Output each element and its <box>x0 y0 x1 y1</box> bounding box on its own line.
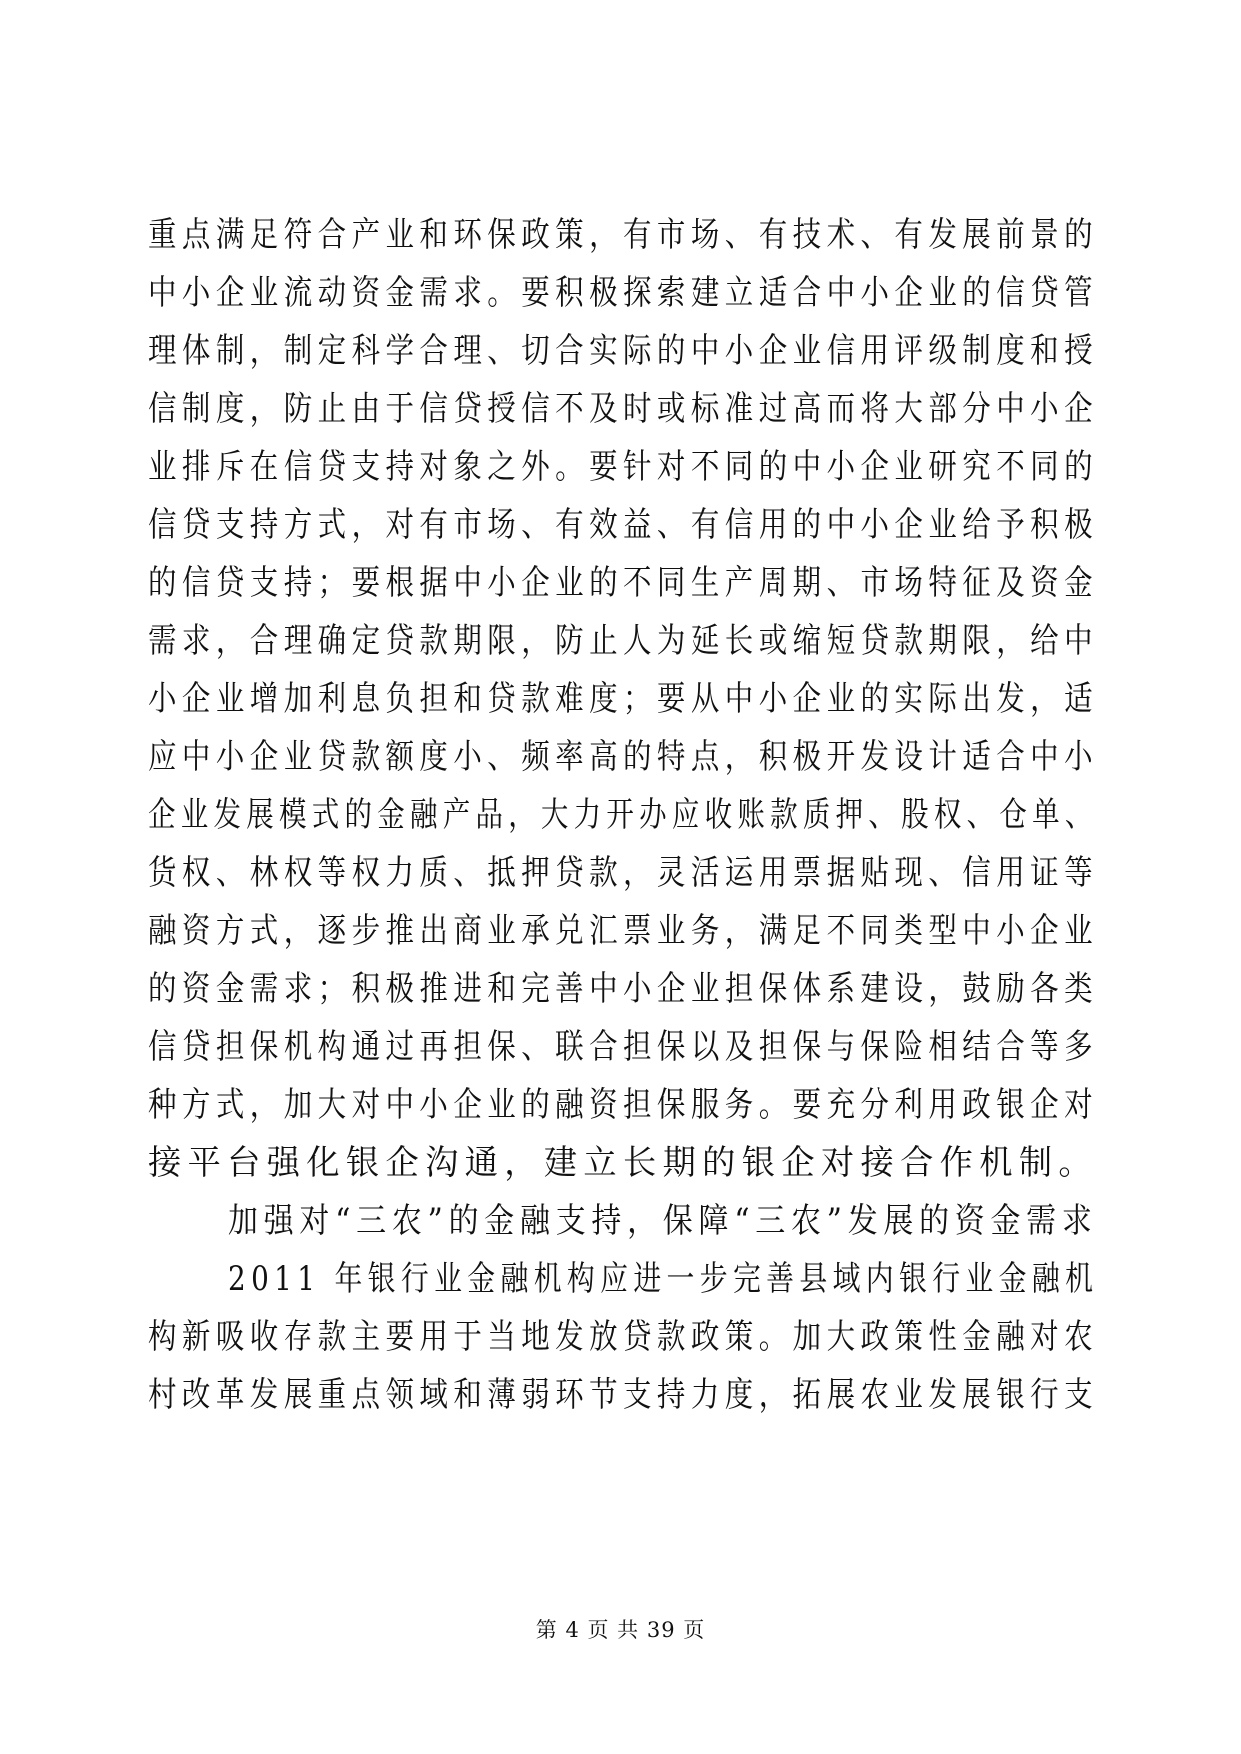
body-line: 信贷支持方式，对有市场、有效益、有信用的中小企业给予积极 <box>148 505 1098 545</box>
body-line: 的资金需求；积极推进和完善中小企业担保体系建设，鼓励各类 <box>148 969 1098 1009</box>
body-line: 应中小企业贷款额度小、频率高的特点，积极开发设计适合中小 <box>148 737 1098 777</box>
body-line: 村改革发展重点领域和薄弱环节支持力度，拓展农业发展银行支 <box>148 1375 1098 1415</box>
body-line: 企业发展模式的金融产品，大力开办应收账款质押、股权、仓单、 <box>148 795 1098 835</box>
body-line: 重点满足符合产业和环保政策，有市场、有技术、有发展前景的 <box>148 215 1098 255</box>
body-line: 小企业增加利息负担和贷款难度；要从中小企业的实际出发，适 <box>148 679 1098 719</box>
body-line: 货权、林权等权力质、抵押贷款，灵活运用票据贴现、信用证等 <box>148 853 1098 893</box>
body-line: 接平台强化银企沟通，建立长期的银企对接合作机制。 <box>148 1143 1098 1183</box>
body-line: 融资方式，逐步推出商业承兑汇票业务，满足不同类型中小企业 <box>148 911 1098 951</box>
body-line: 种方式，加大对中小企业的融资担保服务。要充分利用政银企对 <box>148 1085 1098 1125</box>
section-heading: 加强对“三农”的金融支持，保障“三农”发展的资金需求 <box>228 1201 1098 1241</box>
page-number-footer: 第 4 页 共 39 页 <box>535 1618 706 1642</box>
body-line: 的信贷支持；要根据中小企业的不同生产周期、市场特征及资金 <box>148 563 1098 603</box>
body-line: 需求，合理确定贷款期限，防止人为延长或缩短贷款期限，给中 <box>148 621 1098 661</box>
body-line: 构新吸收存款主要用于当地发放贷款政策。加大政策性金融对农 <box>148 1317 1098 1357</box>
body-line: 业排斥在信贷支持对象之外。要针对不同的中小企业研究不同的 <box>148 447 1098 487</box>
body-line: 中小企业流动资金需求。要积极探索建立适合中小企业的信贷管 <box>148 273 1098 313</box>
body-line: 理体制，制定科学合理、切合实际的中小企业信用评级制度和授 <box>148 331 1098 371</box>
body-line: 信制度，防止由于信贷授信不及时或标准过高而将大部分中小企 <box>148 389 1098 429</box>
body-line: 信贷担保机构通过再担保、联合担保以及担保与保险相结合等多 <box>148 1027 1098 1067</box>
body-line: 2011 年银行业金融机构应进一步完善县域内银行业金融机 <box>228 1259 1099 1299</box>
